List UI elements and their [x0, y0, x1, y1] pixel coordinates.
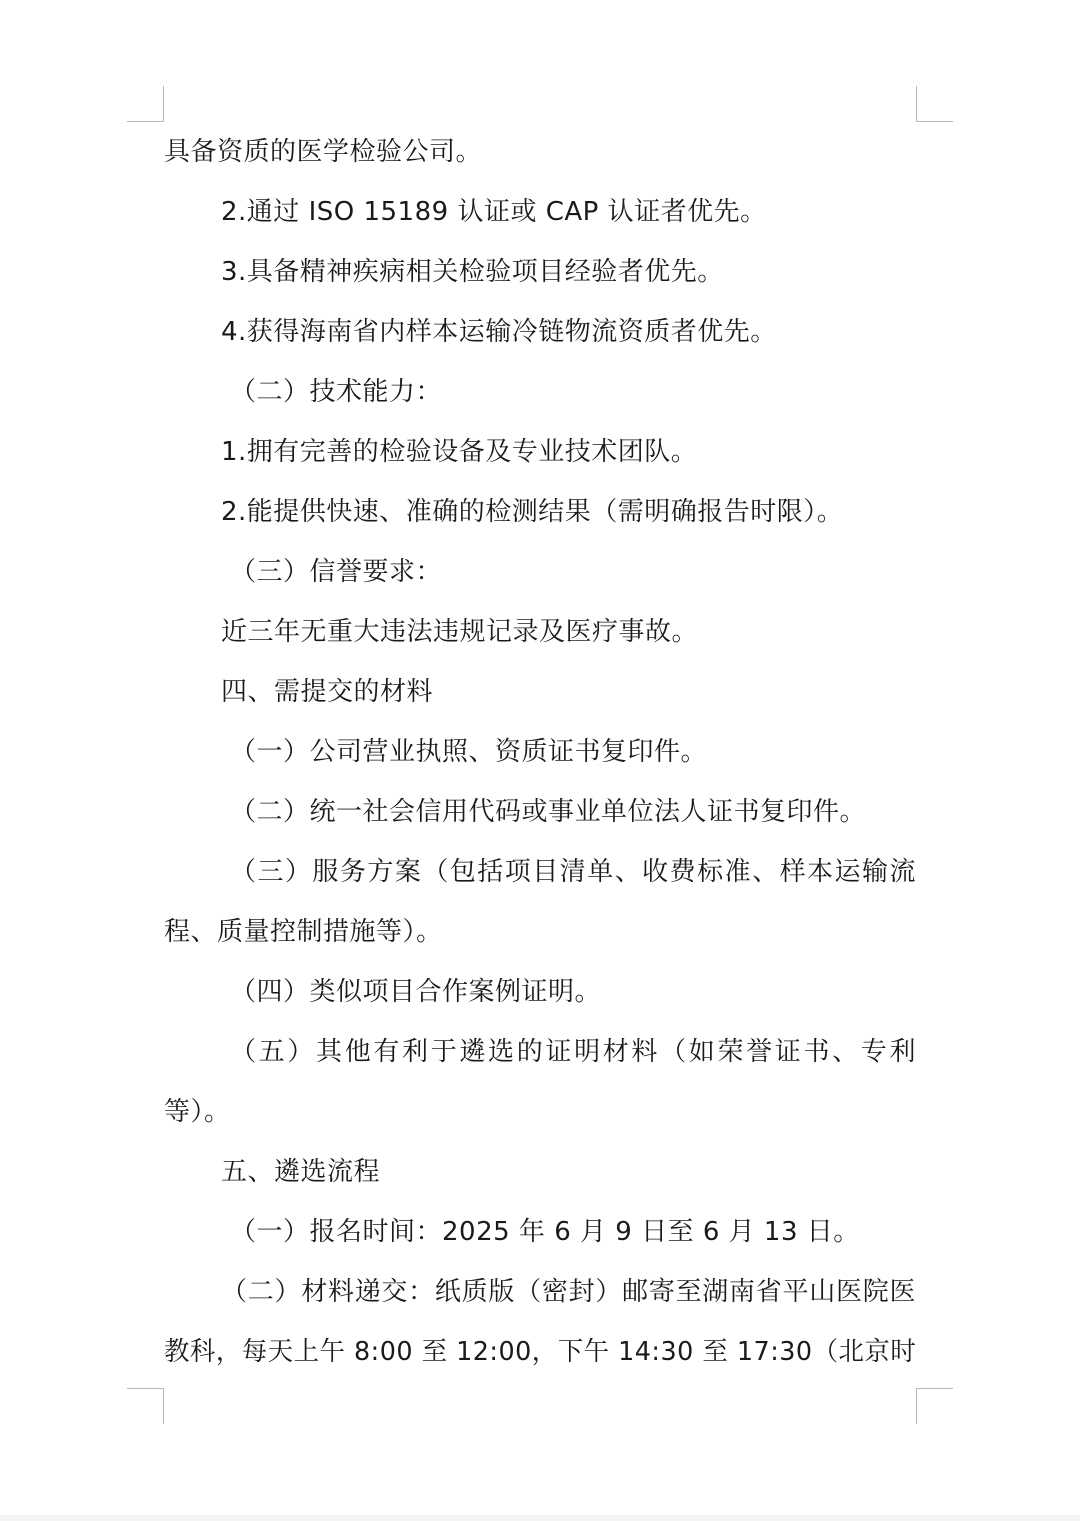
- text-line: （一）报名时间：2025 年 6 月 9 日至 6 月 13 日。: [230, 1217, 860, 1247]
- text-line: 2.通过 ISO 15189 认证或 CAP 认证者优先。: [221, 197, 767, 227]
- text-line: （二）材料递交：纸质版（密封）邮寄至湖南省平山医院医: [221, 1277, 916, 1307]
- text-line: （二）统一社会信用代码或事业单位法人证书复印件。: [230, 797, 867, 827]
- text-line: 程、质量控制措施等）。: [164, 917, 443, 947]
- section-heading: （二）技术能力：: [230, 377, 443, 407]
- section-heading: （三）信誉要求：: [230, 557, 443, 587]
- crop-mark-top-right-horizontal: [917, 121, 953, 122]
- page-bottom-edge: [0, 1515, 1080, 1521]
- text-line: （一）公司营业执照、资质证书复印件。: [230, 737, 708, 767]
- text-line: （四）类似项目合作案例证明。: [230, 977, 602, 1007]
- crop-mark-bottom-left-vertical: [163, 1388, 164, 1424]
- crop-mark-top-left-vertical: [163, 86, 164, 122]
- text-line: 4.获得海南省内样本运输冷链物流资质者优先。: [221, 317, 777, 347]
- crop-mark-bottom-right-vertical: [916, 1388, 917, 1424]
- crop-mark-bottom-right-horizontal: [917, 1388, 953, 1389]
- crop-mark-top-right-vertical: [916, 86, 917, 122]
- section-heading: 四、需提交的材料: [221, 677, 434, 707]
- text-line: 等）。: [164, 1097, 231, 1127]
- text-line: 教科，每天上午 8:00 至 12:00，下午 14:30 至 17:30（北京时: [164, 1337, 917, 1367]
- section-heading: 五、遴选流程: [221, 1157, 381, 1187]
- text-line: 2.能提供快速、准确的检测结果（需明确报告时限）。: [221, 497, 844, 527]
- crop-mark-top-left-horizontal: [127, 121, 163, 122]
- text-line: （三）服务方案（包括项目清单、收费标准、样本运输流: [230, 857, 916, 887]
- crop-mark-bottom-left-horizontal: [127, 1388, 163, 1389]
- text-line: 3.具备精神疾病相关检验项目经验者优先。: [221, 257, 724, 287]
- text-line: 1.拥有完善的检验设备及专业技术团队。: [221, 437, 698, 467]
- text-line: 近三年无重大违法违规记录及医疗事故。: [221, 617, 699, 647]
- text-line: 具备资质的医学检验公司。: [164, 137, 483, 167]
- text-line: （五）其他有利于遴选的证明材料（如荣誉证书、专利: [230, 1037, 916, 1067]
